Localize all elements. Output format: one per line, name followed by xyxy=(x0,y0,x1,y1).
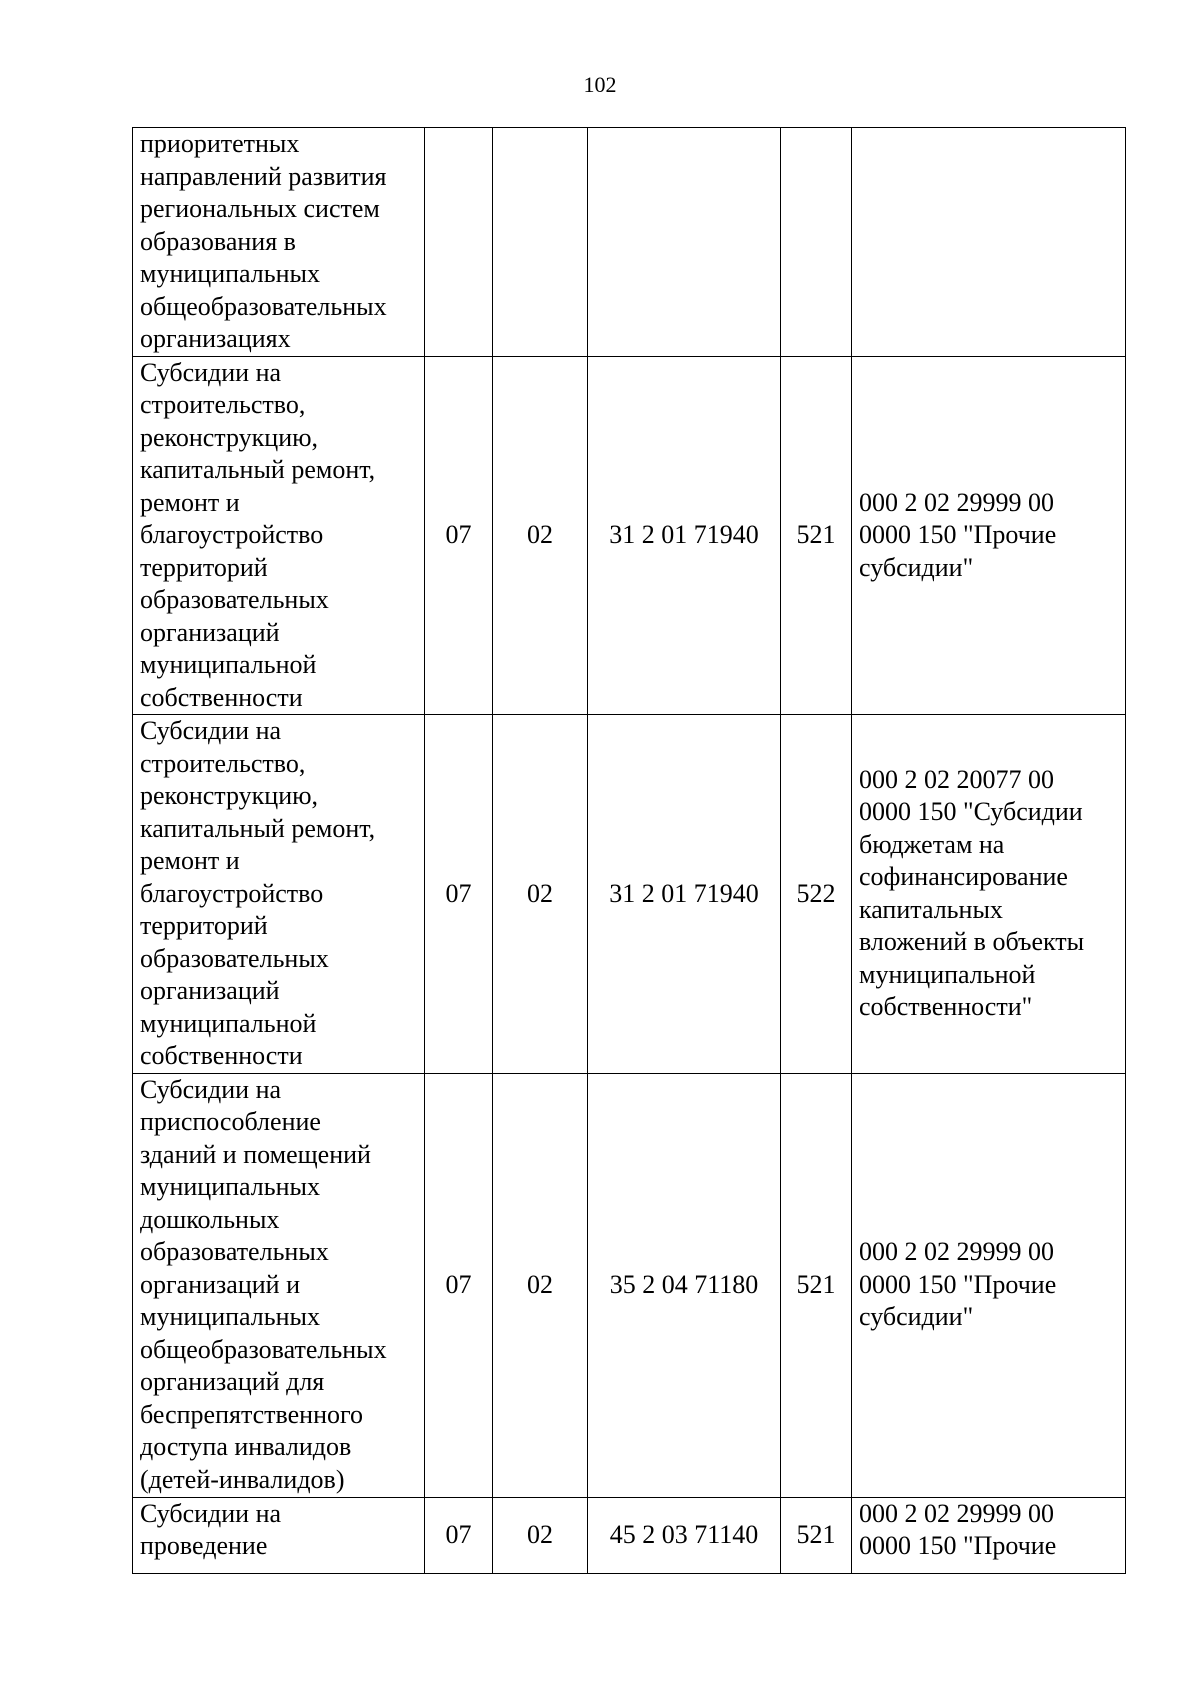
row-name-cell: приоритетных направлений развития региональных систем образования в муниципальных общеобразовательных организациях xyxy=(133,128,425,357)
income-code-cell: 000 2 02 20077 00 0000 150 "Субсидии бюджетам на софинансирование капитальных вложений в объекты муниципальной собственности" xyxy=(852,715,1126,1074)
section-cell: 07 xyxy=(425,1073,493,1497)
table-row xyxy=(133,128,1126,357)
section-cell: 07 xyxy=(425,715,493,1074)
expense-type-cell xyxy=(781,128,852,357)
income-code-cell: 000 2 02 29999 00 0000 150 "Прочие субсидии" xyxy=(852,1073,1126,1497)
table-row xyxy=(133,356,1126,715)
income-code-cell: 000 2 02 29999 00 0000 150 "Прочие xyxy=(852,1497,1126,1573)
page-number: 102 xyxy=(583,72,617,97)
section-cell xyxy=(425,128,493,357)
subsection-cell xyxy=(493,128,588,357)
table-row xyxy=(133,715,1126,1074)
table-row xyxy=(133,1497,1126,1573)
expense-type-cell: 521 xyxy=(781,1073,852,1497)
target-article-cell xyxy=(588,128,781,357)
table-row xyxy=(133,1073,1126,1497)
expense-type-cell: 522 xyxy=(781,715,852,1074)
section-cell: 07 xyxy=(425,1497,493,1573)
subsection-cell: 02 xyxy=(493,356,588,715)
income-code-cell xyxy=(852,128,1126,357)
subsection-cell: 02 xyxy=(493,1073,588,1497)
subsection-cell: 02 xyxy=(493,715,588,1074)
row-name-cell: Субсидии на приспособление зданий и помещений муниципальных дошкольных образовательных организаций и муниципальных общеобразовательных организаций для беспрепятственного доступа инвалидов (детей-инвалидов) xyxy=(133,1073,425,1497)
target-article-cell: 31 2 01 71940 xyxy=(588,715,781,1074)
expense-type-cell: 521 xyxy=(781,356,852,715)
row-name-cell: Субсидии на проведение xyxy=(133,1497,425,1573)
expense-type-cell: 521 xyxy=(781,1497,852,1573)
budget-table xyxy=(132,127,1126,1574)
income-code-cell: 000 2 02 29999 00 0000 150 "Прочие субсидии" xyxy=(852,356,1126,715)
section-cell: 07 xyxy=(425,356,493,715)
subsection-cell: 02 xyxy=(493,1497,588,1573)
row-name-cell: Субсидии на строительство, реконструкцию, капитальный ремонт, ремонт и благоустройство территорий образовательных организаций муниципальной собственности xyxy=(133,715,425,1074)
row-name-cell: Субсидии на строительство, реконструкцию, капитальный ремонт, ремонт и благоустройство территорий образовательных организаций муниципальной собственности xyxy=(133,356,425,715)
target-article-cell: 31 2 01 71940 xyxy=(588,356,781,715)
target-article-cell: 35 2 04 71180 xyxy=(588,1073,781,1497)
target-article-cell: 45 2 03 71140 xyxy=(588,1497,781,1573)
